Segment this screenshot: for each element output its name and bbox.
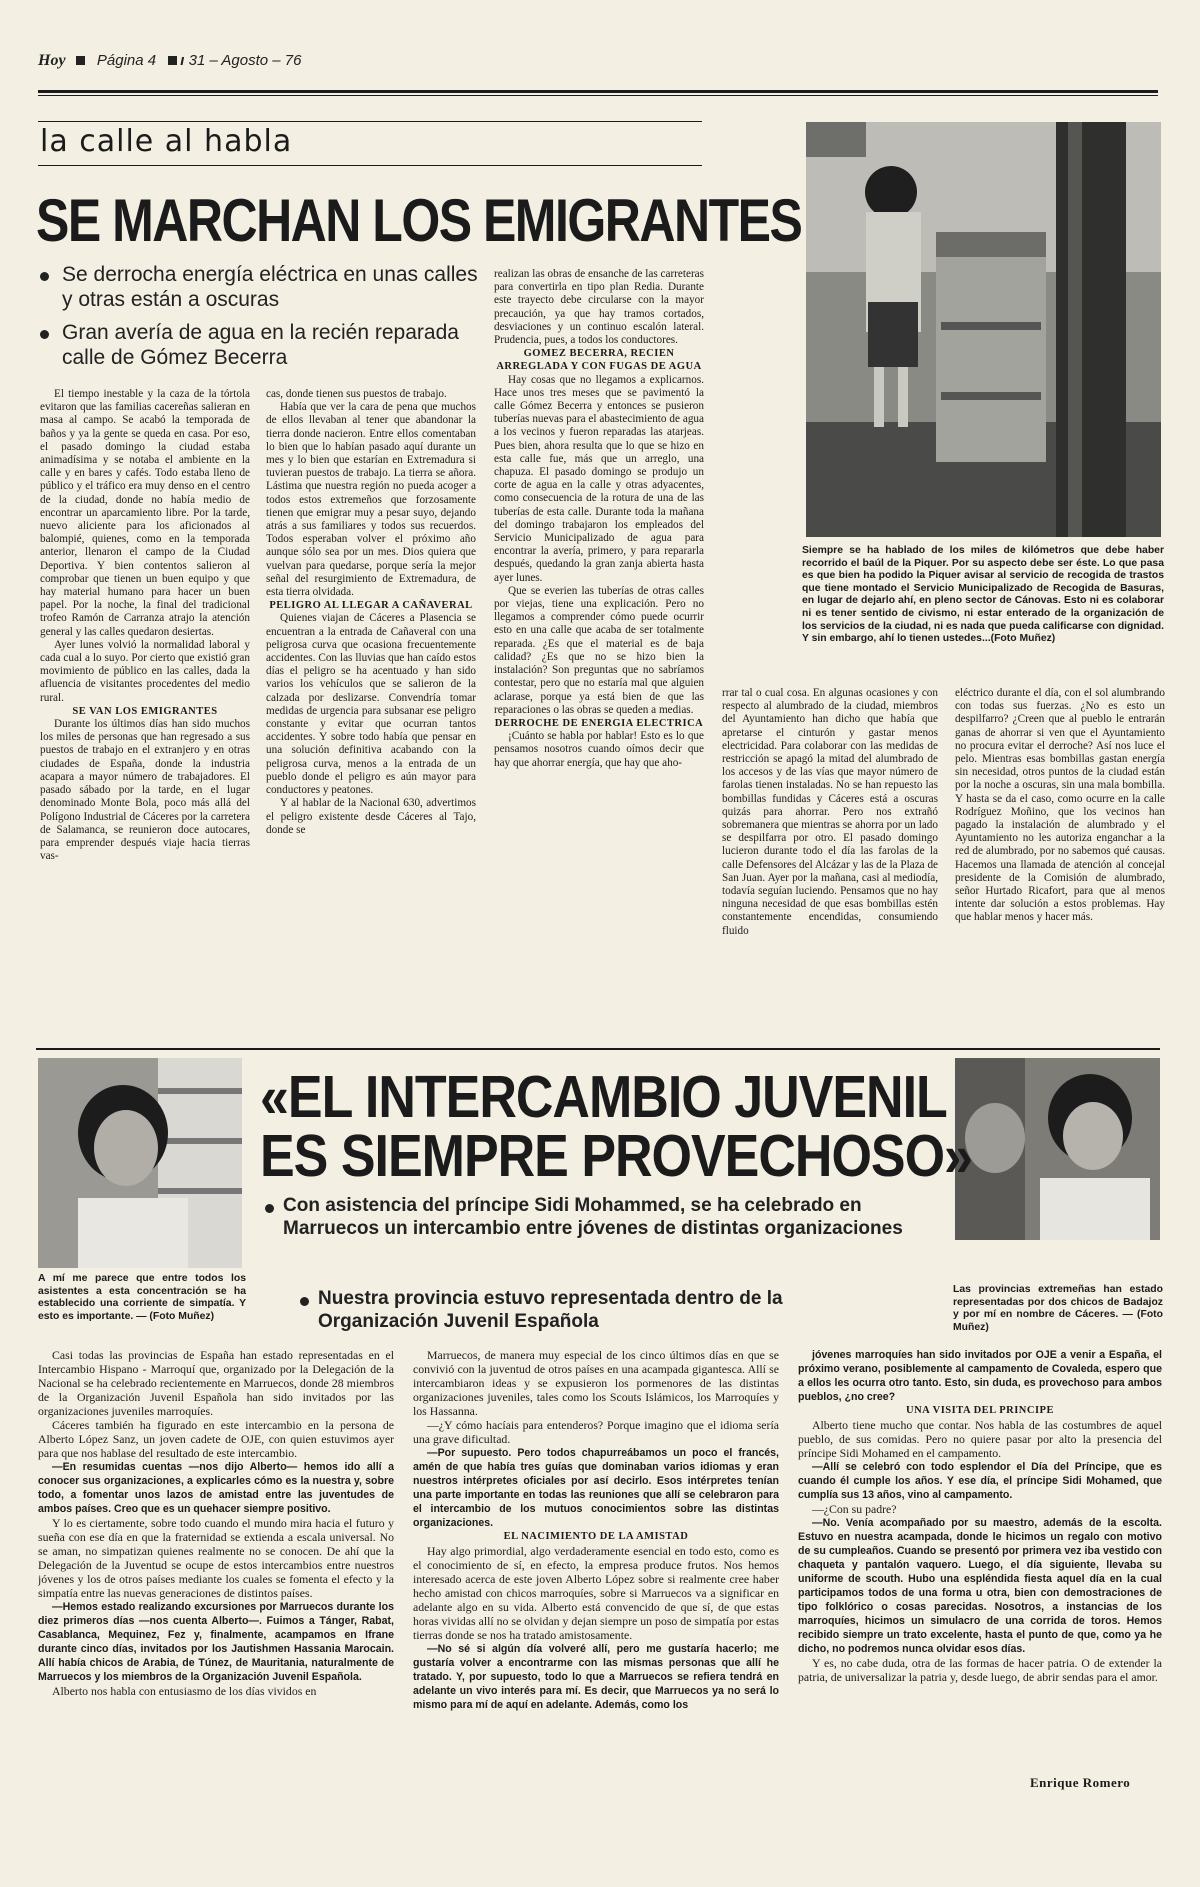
article1-column-4: rrar tal o cual cosa. En algunas ocasiones y con respecto al alumbrado de la ciudad, miembros del Ayuntamiento han dicho que había que apretarse el cinturón y gastar menos electricidad. Para colaborar con las medidas de restricción se apagó la mitad del alumbrado de los accesos y de las vías que mayor número de farolas tienen instaladas. No se han repuesto las bombillas fundidas y Cáceres está a oscuras quizás para ahorrar. Pero nos extrañó sobremanera que mientras se ahorra por un lado se despilfarra por otro. El pasado domingo lucieron durante todo el día las farolas de la calle Defensores del Alcázar y las de la Plaza de San Juan. Ayer por la mañana, casi al mediodía, todavía seguían luciendo. Pensamos que no hay ninguna necesidad de que esas bombillas estén constantemente encendidas, consumiendo fluido <box>722 687 938 937</box>
masthead-rule-thin <box>38 95 1158 96</box>
street-photo-illustration <box>806 122 1161 537</box>
headline-2-line-1: «EL INTERCAMBIO JUVENIL <box>260 1064 947 1131</box>
paragraph: Hay algo primordial, algo verdaderamente esencial en todo esto, como es el conocimiento de sí, en efecto, la empresa produce frutos. Nos hemos interesado acerca de este joven Alberto López sobre si realmente cree haber hecho amistad con chicos marroquíes, sobre si Marruecos va a significar en adelante algo en su vida. Alberto está convencido de que sí, de que estas horas vividas allí no se olvidan y dejan siempre un poso de simpatía por estas tierras donde se nos ha tratado amistosamente. <box>413 1544 779 1642</box>
paragraph: —Allí se celebró con todo esplendor el Día del Príncipe, que es cuando él cumple los años. Y ese día, el príncipe Sidi Mohamed, que cumplía sus 13 años, vino al campamento. <box>798 1461 1162 1501</box>
section-rule-bottom <box>38 165 702 166</box>
deck-bullet-3: Con asistencia del príncipe Sidi Mohammed, se ha celebrado en Marruecos un intercambio entre jóvenes de distintas organizaciones <box>265 1194 935 1240</box>
bullet-icon <box>40 330 49 339</box>
article1-column-5: eléctrico durante el día, con el sol alumbrando con todas sus fuerzas. ¿No es esto un despilfarro? ¿Creen que al pueblo le entrarán ganas de ahorrar si ven que el Ayuntamiento no procura evitar el derroche? Así nos luce el pelo. Mientras esas bombillas gastan energía sin necesidad, otros puntos de la ciudad están por la noche a oscuras, sin una mala bombilla. Y hasta se da el caso, como ocurre en la calle Rodríguez Moñino, que los vecinos han pagado la instalación de alumbrado y el Ayuntamiento no les autoriza enganchar a la red de alumbrado, por no sabemos qué causas. Hacemos una llamada de atención al concejal presidente de la Comisión de alumbrado, señor Hurtado Ricafort, para que al menos intente dar solución a estos problemas. Hay que hablar menos y hacer más. <box>955 687 1165 924</box>
paragraph: —Por supuesto. Pero todos chapurreábamos un poco el francés, amén de que había tres guías que dominaban varios idiomas y eran nuestros intérpretes oficiales por así decirlo. Esos intérpretes tenían una parte importante en todas las reuniones que allí se celebraron para el intercambio de los mutuos conocimientos sobre las distintas organizaciones. <box>413 1447 779 1529</box>
photo-alberto-left <box>38 1058 242 1268</box>
article-separator <box>36 1048 1160 1050</box>
article1-column-1: El tiempo inestable y la caza de la tórtola evitaron que las familias cacereñas salieran en masa al campo. Se acabó la temporada de baños y ya la gente se queda en casa. Por eso, el pasado domingo la ciudad estaba animadísima y se notaba el ambiente en la calle y en bares y cafés. Todo estaba lleno de público y el tráfico era muy denso en el centro de la ciudad, donde no había medio de encontrar un aparcamiento libre. Por la tarde, nuevo aliciente para los aficionados al balompié, quienes, como en la temporada anterior, llenaron el campo de la Ciudad Deportiva. Y bien contentos salieron al comprobar que tienen un buen equipo y que hay material humano para hacer un buen papel. Por la noche, la final del tradicional trofeo Ramón de Carranza atrajo la atención general y las calles quedaron desiertas. Ayer lunes volvió la normalidad laboral y cada cual a lo suyo. Por cierto que existió gran movimiento de público en las calles, dada la afluencia de visitantes procedentes del medio rural. SE VAN LOS EMIGRANTES Durante los últimos días han sido muchos los miles de personas que han regresado a sus puestos de trabajo en el extranjero y en otras ciudades de España, donde la industria acapara a mayor número de trabajadores. El pasado sábado por la tarde, en el lugar denominado Monte Bola, poco más allá del Polígono Industrial de Cáceres por la carretera de Salamanca, se reunieron doce autocares, para emprender después viaje hacia tierras vas- <box>40 388 250 863</box>
newspaper-logo: Hoy <box>38 52 66 69</box>
photo-caption: Siempre se ha hablado de los miles de kilómetros que debe haber recorrido el baúl de la Piquer. Por su aspecto debe ser éste. Lo que pasa es que bien ha podido la Piquer avisar al servicio de recogida de trastos que tiene montado el Servicio Municipalizado de Recogida de Basuras, en lugar de dejarlo ahí, en pleno sector de Cánovas. Esto ni es colaborar ni es tener sentido de civismo, ni estar enterado de la organización de los servicios de la ciudad, ni es nada que pueda calificarse con dignidad. Y sin embargo, ahí lo tienen ustedes...(Foto Muñez) <box>802 545 1164 645</box>
subheading: EL NACIMIENTO DE LA AMISTAD <box>503 1531 689 1542</box>
paragraph: Alberto tiene mucho que contar. Nos habla de las costumbres de aquel pueblo, de sus comidas. Pero no quiere pasar por alto la presencia del príncipe Sidi Mohamed en el campamento. <box>798 1418 1162 1460</box>
portrait-illustration <box>955 1058 1160 1240</box>
paragraph: jóvenes marroquíes han sido invitados por OJE a venir a España, el próximo verano, posiblemente al campamento de Covaleda, espero que a ellos les ocurra otro tanto. Esto, sin duda, es provechoso para ambos pueblos, ¿no cree? <box>798 1349 1162 1403</box>
masthead-rule <box>38 90 1158 93</box>
bullet-icon <box>300 1297 309 1306</box>
subheading: GOMEZ BECERRA, RECIEN ARREGLADA Y CON FUGAS DE AGUA <box>496 348 702 373</box>
paragraph: —¿Y cómo hacíais para entenderos? Porque imagino que el idioma sería una grave dificultad. <box>413 1418 779 1446</box>
portrait-illustration <box>38 1058 242 1268</box>
paragraph: —Hemos estado realizando excursiones por Marruecos durante los diez primeros días —nos cuenta Alberto—. Fuimos a Tánger, Rabat, Casablanca, Mequinez, Fez y, finalmente, acampamos en Ifrane durante cinco días, invitados por los Jautishmen Hassania Marocain. Allí había chicos de Arabia, de Túnez, de Mauritania, naturalmente de Marruecos y los miembros de la Organización Juvenil Española. <box>38 1601 394 1683</box>
paragraph: —No sé si algún día volveré allí, pero me gustaría hacerlo; me gustaría volver a encontrarme con las mismas personas que allí he tratado. Y, por supuesto, todo lo que a Marruecos se refiera tendrá en adelante un vivo interés para mí. Es decir, que Marruecos ya no será lo mismo para mí de aquí en adelante. Además, como los <box>413 1643 779 1711</box>
issue-date: 31 – Agosto – 76 <box>188 52 302 69</box>
paragraph: Y lo es ciertamente, sobre todo cuando el mundo mira hacia el futuro y sueña con ese día en que la fraternidad se extienda a escala universal. No se aman, no simpatizan quienes realmente no se conocen. De ahí que la Delegación de la Juventud se ocupe de estos intercambios entre nuestros jóvenes y los de otros países mediante los cuales se fomenta el efecto y la simpatía entre las nuevas generaciones de distintos países. <box>38 1516 394 1600</box>
page-number: Página 4 <box>96 52 157 69</box>
article2-column-1 <box>38 1348 394 1798</box>
paragraph: Alberto nos habla con entusiasmo de los días vividos en <box>52 1684 317 1698</box>
square-icon <box>76 56 85 65</box>
section-label: la calle al habla <box>40 124 293 159</box>
author-signature: Enrique Romero <box>1030 1775 1131 1790</box>
photo-alberto-right <box>955 1058 1160 1240</box>
headline-2-line-2: ES SIEMPRE PROVECHOSO» <box>260 1123 972 1190</box>
deck-bullet-4: Nuestra provincia estuvo representada dentro de la Organización Juvenil Española <box>300 1287 900 1333</box>
article1-column-3: realizan las obras de ensanche de las carreteras para convertirla en tipo plan Redia. Durante este trayecto debe circularse con la mayor precaución, ya que hay tramos cortados, desviaciones y un continuo escalón lateral. Prudencia, pues, a todos los conductores. GOMEZ BECERRA, RECIEN ARREGLADA Y CON FUGAS DE AGUA Hay cosas que no llegamos a explicarnos. Hace unos tres meses que se pavimentó la calle Gómez Becerra y entonces se pusieron tuberías nuevas para el abastecimiento de agua a los vecinos y fueron reparadas las atarjeas. Pues bien, ahora resulta que lo que se hizo en esta calle fue, más que un arreglo, una chapuza. El pasado domingo se produjo un corte de agua en la calle y otras adyacentes, como consecuencia de la rotura de una de las tuberías de esta calle. Durante toda la mañana del domingo trabajaron los empleados del Servicio Municipalizado de agua para encontrar la avería, primero, y para repararla después, quedando la gran zanja abierta hasta ayer lunes. Que se everien las tuberías de otras calles por viejas, tiene una explicación. Pero no llegamos a comprender cómo puede ocurrir esto en una calle que acaba de ser totalmente reparada. ¿Es que el material es de baja calidad? ¿Es que no se hizo bien la instalación? Son preguntas que no sabríamos contestar, pero que no estaría mal que alguien aclarase, porque ya está bien de que las reparaciones o las obras se queden a medias. DERROCHE DE ENERGIA ELECTRICA ¡Cuánto se habla por hablar! Esto es lo que pensamos nosotros cuando oímos decir que hay que ahorrar energía, que hay que aho- <box>494 268 704 769</box>
deck-bullet-2: Gran avería de agua en la recién reparada calle de Gómez Becerra <box>40 320 480 370</box>
bullet-icon <box>265 1204 274 1213</box>
bullet-icon <box>40 272 49 281</box>
photo-caption-right: Las provincias extremeñas han estado representadas por dos chicos de Badajoz y por mí en nombre de Cáceres. — (Foto Muñez) <box>953 1284 1163 1333</box>
paragraph: —No. Venía acompañado por su maestro, además de la escolta. Estuvo en nuestra acampada, donde le hicimos un regalo con motivo de su cumpleaños. Cuando se presentó por primera vez iba vestido con chaqueta y pantalón vaquero. Luego, el día siguiente, llevaba su uniforme de scouth. Hubo una espléndida fiesta aquel día en la cual participamos todos de una forma u otra, bien con demostraciones de tipo folklórico o cosas parecidas. Nosotros, a instancias de los marroquíes, hicimos un simulacro de una corrida de toros. Hemos recibido siempre un trato excelente, hasta el punto de que, como ya he dicho, no podremos nunca olvidar esos días. <box>798 1517 1162 1655</box>
subheading: SE VAN LOS EMIGRANTES <box>72 705 218 717</box>
article2-column-2 <box>413 1348 779 1798</box>
masthead: Hoy Página 4 ı 31 – Agosto – 76 <box>38 52 302 69</box>
photo-trunk-street <box>806 122 1161 537</box>
deck-bullet-1: Se derrocha energía eléctrica en unas calles y otras están a oscuras <box>40 262 480 312</box>
paragraph: —En resumidas cuentas —nos dijo Alberto— hemos ido allí a conocer sus organizaciones, a explicarles cómo es la nuestra y, sobre todo, a fomentar unos lazos de amistad entre las juventudes de ambos países. Creo que es un quehacer siempre positivo. <box>38 1461 394 1515</box>
article2-column-3 <box>798 1348 1162 1778</box>
subheading: PELIGRO AL LLEGAR A CAÑAVERAL <box>269 600 473 612</box>
square-icon <box>168 56 177 65</box>
paragraph: —¿Con su padre? <box>812 1502 897 1516</box>
section-rule-top <box>38 121 702 122</box>
subheading: UNA VISITA DEL PRINCIPE <box>906 1405 1054 1416</box>
photo-caption-left: A mí me parece que entre todos los asistentes a esta concentración se ha establecido una corriente de simpatía. Y esto es importante. — (Foto Muñez) <box>38 1273 246 1322</box>
paragraph: Y es, no cabe duda, otra de las formas de hacer patria. O de extender la patria, de universalizar la patria y, desde luego, de abrir sendas para el amor. <box>798 1656 1162 1684</box>
paragraph: Casi todas las provincias de España han estado representadas en el Intercambio Hispano - Marroquí que, organizado por la Delegación de la Nacional se ha celebrado recientemente en Marruecos, donde 28 miembros de la Organización Juvenil Española han sido invitados por las organizaciones juveniles marroquíes. <box>38 1348 394 1418</box>
paragraph: Cáceres también ha figurado en este intercambio en la persona de Alberto López Sanz, un joven cadete de OJE, con quien estuvimos ayer para que nos hablase del resultado de este intercambio. <box>38 1418 394 1460</box>
article1-column-2: cas, donde tienen sus puestos de trabajo. Había que ver la cara de pena que muchos de ellos llevaban al tener que abandonar la tierra donde nacieron. Entre ellos comentaban lo bien que lo habían pasado aquí durante un mes y lo bien que estarían en Extremadura si tuvieran puestos de trabajo. La tierra se añora. Lástima que nuestra región no pueda acoger a todos estos extremeños que forzosamente tienen que emigrar muy a pesar suyo, dejando atrás a sus familiares y todos sus recuerdos. Todos esperaban volver el próximo año aunque sólo sea por un mes. Dios quiera que vuelvan para quedarse, porque sería la mejor señal del resurgimiento de Extremadura, de esta tierra olvidada. PELIGRO AL LLEGAR A CAÑAVERAL Quienes viajan de Cáceres a Plasencia se encuentran a la entrada de Cañaveral con una peligrosa curva que ocasiona frecuentemente accidentes. Con las lluvias que han caído estos días el peligro se ha acentuado y han sido varios los vehículos que se salieron de la calzada por deslizarse. Convendría tomar medidas de urgencia para subsanar ese peligro constante y evitar que ocurran tantos accidentes. Y sobre todo había que pensar en una solución definitiva acabando con la peligrosa curva, menos a la entrada de un pueblo donde el peligro es aún mayor para conductores y peatones. Y al hablar de la Nacional 630, advertimos el peligro existente desde Cáceres al Tajo, donde se <box>266 388 476 836</box>
headline: SE MARCHAN LOS EMIGRANTES <box>36 187 802 255</box>
paragraph: Marruecos, de manera muy especial de los cinco últimos días en que se convivió con la juventud de otros países en una acampada gigantesca. Allí se intercambiaron ideas y se expusieron los pormenores de las distintas organizaciones juveniles, tales como los Scouts Islámicos, los Marroquíes y los Hassanna. <box>413 1348 779 1418</box>
subheading: DERROCHE DE ENERGIA ELECTRICA <box>494 717 704 729</box>
